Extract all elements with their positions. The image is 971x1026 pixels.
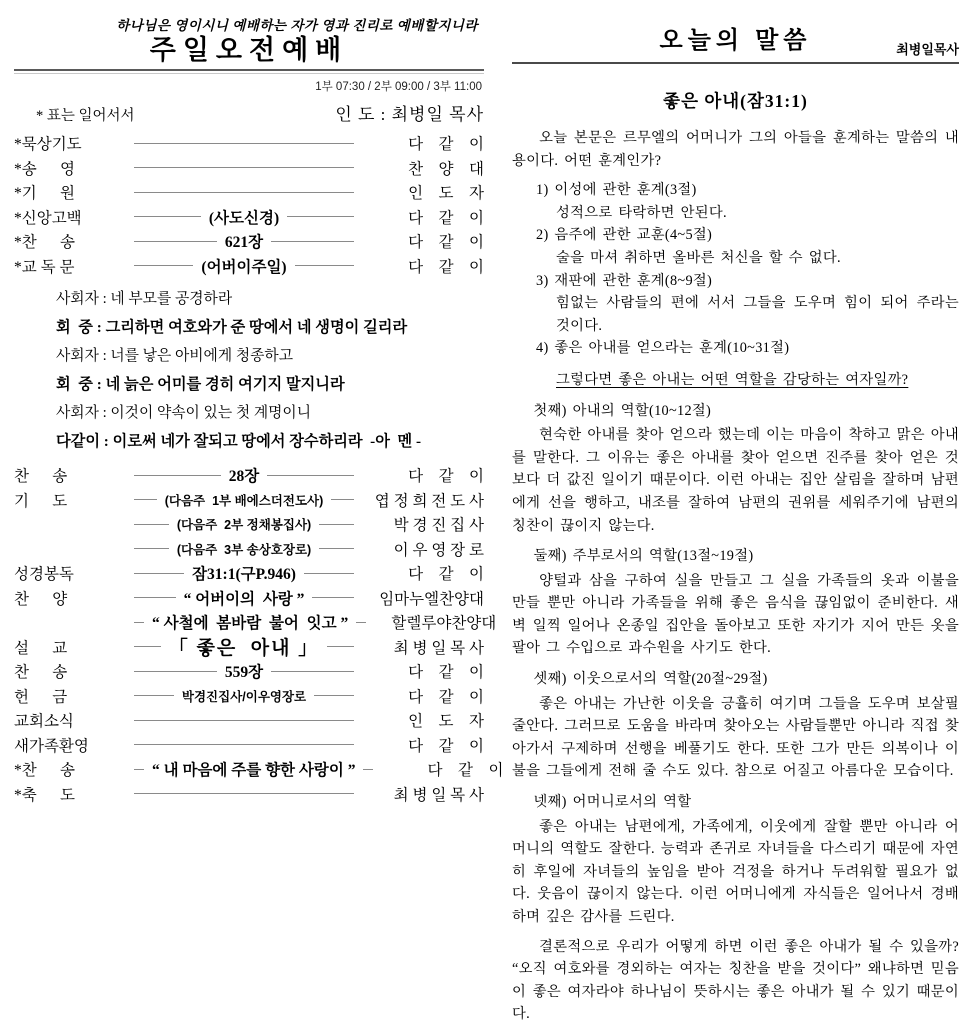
sermon-paragraph: 넷째) 어머니로서의 역할 [533, 794, 692, 811]
leader-line-right [363, 769, 373, 770]
order-item-detail: (다음주 2부 정채봉집사) [176, 518, 312, 533]
reading-line: 사회자 : 너를 낳은 아비에게 청종하고 [56, 348, 294, 364]
order-row [14, 733, 484, 758]
order-list-top [14, 131, 484, 278]
order-row [14, 561, 484, 586]
order-item-detail: 잠31:1(구P.946) [192, 566, 296, 584]
order-item-person: 최 병 일 목 사 [393, 639, 485, 657]
epigraph-verse: 하나님은 영이시니 예배하는 자가 영과 진리로 예배할지니라 [116, 18, 478, 33]
leader-line-left [134, 167, 354, 168]
order-item-detail: (사도신경) [208, 209, 280, 227]
order-row [14, 205, 484, 230]
order-row [14, 635, 484, 660]
order-item-label: 찬 송 [14, 664, 68, 682]
order-item-label: 찬 송 [14, 468, 68, 486]
column-gap [484, 6, 512, 767]
leader-line-left [134, 143, 354, 144]
order-item-person: 엽 정 희 전 도 사 [374, 492, 484, 510]
reading-line: 사회자 : 이것이 약속이 있는 첫 계명이니 [56, 405, 312, 421]
order-item-label: *축 도 [14, 786, 75, 804]
worship-order-column [14, 6, 504, 804]
leader-line-left [134, 573, 184, 574]
sermon-paragraph: 현숙한 아내를 찾아 얻으라 했는데 이는 마음이 착하고 맑은 아내를 말한다. 그 이유는 좋은 아내를 찾아 얻으면 진주를 찾아 얻은 것보다 더 값진 일이기 때문이다. 이런 아내는 집안 살림을 잘하며 남편에게 선을 행하고, 내조를 잘하여 남편의 권위를 세워주기에 남편의 칭찬이 끊이지 않는다. [512, 427, 959, 534]
leader-line-left [134, 499, 157, 500]
order-row [14, 131, 484, 156]
sermon-paragraph: 셋째) 이웃으로서의 역할(20절~29절) [533, 671, 768, 688]
service-times: 1부 07:30 / 2부 09:00 / 3부 11:00 [315, 81, 482, 93]
leader-line-left [134, 216, 201, 217]
leader-line-right [287, 216, 354, 217]
leader-line-left [134, 671, 217, 672]
order-item-person: 다 같 이 [408, 664, 485, 682]
sermon-paragraph: 좋은 아내는 남편에게, 가족에게, 이웃에게 잘할 뿐만 아니라 어머니의 역할도 잘한다. 능력과 존귀로 자녀들을 다스리기 때문에 자연히 후일에 자녀들의 높임을 받아 걱정을 하거나 두려워할 필요가 없다. 웃음이 끊이지 않는다. 이런 어머니에게 자식들은 일어나서 경배하며 깊은 감사를 드린다. [512, 818, 959, 925]
order-item-detail: (어버이주일) [201, 258, 287, 276]
worship-title: 주일오전예배 [149, 35, 349, 65]
leader-line-right [271, 241, 354, 242]
sermon-paragraph: 그렇다면 좋은 아내는 어떤 역할을 감당하는 여자일까? [556, 371, 909, 388]
order-item-detail: 「 좋은 아내 」 [168, 638, 320, 660]
leader-line-right [331, 499, 354, 500]
leader-line-left [134, 622, 144, 623]
order-item-person: 찬 양 대 [408, 160, 484, 178]
sermon-paragraph: 첫째) 아내의 역할(10~12절) [533, 402, 712, 419]
order-item-person: 임마누엘찬양대 [379, 590, 484, 608]
leader-line-left [134, 695, 174, 696]
leader-line-right [295, 265, 354, 266]
order-item-person: 다 같 이 [427, 762, 504, 780]
title-divider [14, 69, 484, 74]
reading-line: 사회자 : 네 부모를 공경하라 [56, 291, 233, 307]
leader-line-left [134, 192, 354, 193]
order-item-detail: “ 어버이의 사랑 ” [183, 590, 305, 608]
leader-line-left [134, 744, 354, 745]
leader-line-right [304, 573, 354, 574]
leader-line-right [319, 524, 354, 525]
standing-row [14, 100, 484, 125]
order-item-detail: “ 사철에 봄바람 불어 잇고 ” [152, 615, 349, 633]
sermon-body [512, 127, 959, 1026]
sermon-paragraph: 결론적으로 우리가 어떻게 하면 이런 좋은 아내가 될 수 있을까? “오직 여호와를 경외하는 여자는 칭찬을 받을 것이다” 왜냐하면 믿음이 좋은 여자라야 하나님이 뜻하시는 좋은 아내가 될 수 있기 때문이다. [512, 938, 959, 1023]
order-row [14, 180, 484, 205]
leader-line-left [134, 793, 354, 794]
order-item-person: 인 도 자 [408, 185, 484, 203]
order-item-person: 최 병 일 목 사 [393, 786, 484, 804]
leader-line-right [271, 671, 354, 672]
order-item-label: 새가족환영 [14, 737, 89, 755]
order-item-person: 다 같 이 [408, 258, 485, 276]
sermon-column [512, 6, 961, 1023]
order-item-person: 다 같 이 [408, 209, 484, 227]
order-row [14, 684, 484, 709]
order-row [14, 463, 484, 488]
leader-line-right [267, 475, 354, 476]
order-item-label: *묵상기도 [14, 136, 82, 154]
leader-line-left [134, 524, 169, 525]
leader-line-left [134, 720, 354, 721]
order-item-person: 다 같 이 [408, 136, 484, 154]
order-item-person: 다 같 이 [408, 234, 485, 252]
sermon-title: 좋은 아내(잠31:1) [663, 91, 808, 111]
order-item-label: *찬 송 [14, 234, 75, 252]
order-row [14, 659, 484, 684]
leader-line-left [134, 265, 193, 266]
order-item-detail: “ 내 마음에 주를 향한 사랑이 ” [152, 762, 356, 780]
order-item-person: 인 도 자 [408, 713, 484, 731]
reading-line: 회 중 : 그리하면 여호와가 준 땅에서 네 생명이 길리라 [56, 318, 408, 336]
sermon-header [512, 28, 959, 57]
order-row [14, 782, 484, 807]
order-item-person: 다 같 이 [408, 737, 484, 755]
order-item-label: *찬 송 [14, 762, 75, 780]
leader-line-right [314, 695, 354, 696]
sermon-paragraph: 성적으로 타락하면 안된다. [556, 204, 727, 221]
sermon-paragraph: 술을 마셔 취하면 올바른 처신을 할 수 없다. [556, 249, 841, 266]
reading-line: 다같이 : 이로써 네가 잘되고 땅에서 장수하리라 -아 멘 - [56, 432, 422, 450]
sermon-paragraph: 오늘 본문은 르무엘의 어머니가 그의 아들을 훈계하는 말씀의 내용이다. 어떤 훈계인가? [512, 130, 959, 169]
leader-line-left [134, 646, 161, 647]
order-item-detail: 박경진집사/이우영장로 [181, 689, 307, 704]
order-item-person: 박 경 진 집 사 [393, 517, 484, 535]
order-item-label: 헌 금 [14, 688, 68, 706]
order-item-label: 설 교 [14, 639, 68, 657]
order-item-label: *송 영 [14, 160, 75, 178]
order-item-label: 교회소식 [14, 713, 74, 731]
order-item-label: *교 독 문 [14, 258, 75, 276]
leader-line-right [312, 597, 354, 598]
order-item-detail: (다음주 1부 배에스더전도사) [164, 493, 324, 508]
order-row [14, 488, 484, 513]
sermon-paragraph: 2) 음주에 관한 교훈(4~5절) [536, 227, 713, 244]
sermon-paragraph: 양털과 삼을 구하여 실을 만들고 그 실을 가족들의 옷과 이불을 만들 뿐만 아니라 가족들을 위해 좋은 음식을 끊임없이 준비한다. 새벽 일찍 일어나 온종일 집안을 돌아보고 또한 자기가 지어 만든 옷을 팔아 그 수입으로 과수원을 사기도 한다. [512, 572, 959, 657]
order-row [14, 708, 484, 733]
sermon-paragraph: 1) 이성에 관한 훈계(3절) [536, 182, 697, 199]
leader-line-left [134, 769, 144, 770]
leader-line-left [134, 475, 221, 476]
order-item-detail: 559장 [224, 664, 264, 682]
leader-line-right [327, 646, 354, 647]
order-list-bottom [14, 463, 504, 806]
order-item-person: 다 같 이 [408, 468, 485, 486]
order-item-detail: 28장 [228, 468, 260, 486]
leader-line-right [319, 548, 354, 549]
service-leader: 인 도 : 최병일 목사 [335, 105, 484, 124]
leader-line-left [134, 241, 217, 242]
order-item-detail: 621장 [224, 234, 264, 252]
responsive-reading [56, 285, 484, 456]
leader-line-right [356, 622, 366, 623]
order-item-label: 찬 양 [14, 590, 68, 608]
preacher-name: 최병일목사 [896, 42, 959, 57]
sermon-divider [512, 62, 959, 64]
sermon-section-title: 오늘의 말씀 [659, 28, 812, 54]
sermon-paragraph: 힘없는 사람들의 편에 서서 그들을 도우며 힘이 되어 주라는 것이다. [556, 295, 959, 334]
leader-line-left [134, 548, 169, 549]
order-row [14, 586, 484, 611]
order-item-label: *기 원 [14, 185, 75, 203]
order-item-person: 다 같 이 [408, 566, 485, 584]
order-item-person: 다 같 이 [408, 688, 485, 706]
sermon-paragraph: 둘째) 주부로서의 역할(13절~19절) [533, 548, 754, 565]
order-row [14, 229, 484, 254]
sermon-paragraph: 4) 좋은 아내를 얻으라는 훈계(10~31절) [536, 340, 790, 357]
order-item-label: 기 도 [14, 492, 68, 510]
order-row [14, 512, 484, 537]
order-row [14, 757, 504, 782]
order-row [14, 537, 484, 562]
order-item-label: 성경봉독 [14, 566, 74, 584]
order-item-detail: (다음주 3부 송상호장로) [176, 542, 312, 557]
reading-line: 회 중 : 네 늙은 어미를 경히 여기지 말지니라 [56, 375, 345, 393]
leader-line-left [134, 597, 176, 598]
sermon-paragraph: 좋은 아내는 가난한 이웃을 긍휼히 여기며 그들을 도우며 보살필 줄안다. 그러므로 도움을 바라며 찾아오는 사람들뿐만 아니라 직접 찾아가서 구제하며 선행을 베풀기도 한다. 또한 그가 만든 의복이나 이불을 그들에게 전해 줄 수도 있다. 참으로 어질고 아름다운 모습이다. [512, 695, 959, 780]
order-row [14, 254, 484, 279]
order-item-person: 이 우 영 장 로 [393, 541, 484, 559]
sermon-paragraph: 3) 재판에 관한 훈계(8~9절) [536, 272, 713, 289]
order-item-label: *신앙고백 [14, 209, 82, 227]
order-item-person: 할렐루야찬양대 [391, 615, 497, 633]
standing-note: * 표는 일어서서 [36, 108, 135, 124]
order-row [14, 156, 484, 181]
order-row [14, 610, 497, 635]
